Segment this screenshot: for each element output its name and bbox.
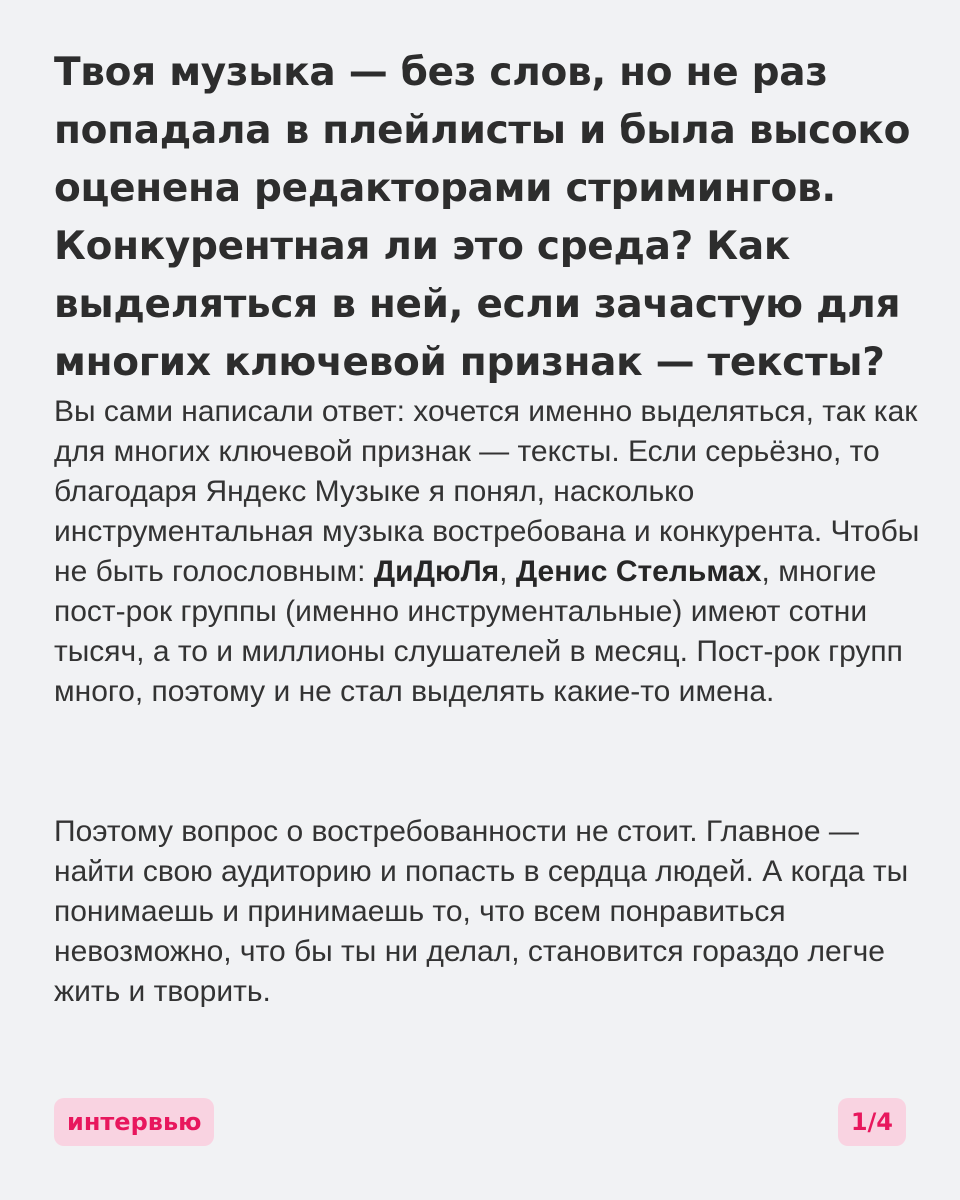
answer-text: , <box>499 555 516 588</box>
answer-text: , многие пост-рок группы (именно инструментальные) имеют сотни тысяч, а то и миллионы слушателей в месяц. Пост-рок групп много, поэтому и не стал выделять какие-то имена. <box>54 555 903 708</box>
answer-text: Вы сами написали ответ: хочется именно выделяться, так как для многих ключевой признак — тексты. Если серьёзно, то благодаря Яндекс Музыке я понял, насколько инструментальная музыка востребована и конкурента. Чтобы не быть голословным: <box>54 395 920 588</box>
artist-name: Денис Стельмах <box>515 555 762 588</box>
artist-name: ДиДюЛя <box>373 555 500 588</box>
interview-question: Твоя музыка — без слов, но не раз попадала в плейлисты и была высоко оценена редакторами стримингов. Конкурентная ли это среда? Как выделяться в ней, если зачастую для многих ключевой признак — тексты? <box>54 50 911 385</box>
answer-paragraph-1 <box>54 392 924 712</box>
answer-paragraph-2: Поэтому вопрос о востребованности не стоит. Главное — найти свою аудиторию и попасть в сердца людей. А когда ты понимаешь и принимаешь то, что всем понравиться невозможно, что бы ты ни делал, становится гораздо легче жить и творить. <box>54 815 909 1008</box>
page-indicator: 1/4 <box>838 1098 906 1146</box>
category-tag: интервью <box>54 1098 214 1146</box>
